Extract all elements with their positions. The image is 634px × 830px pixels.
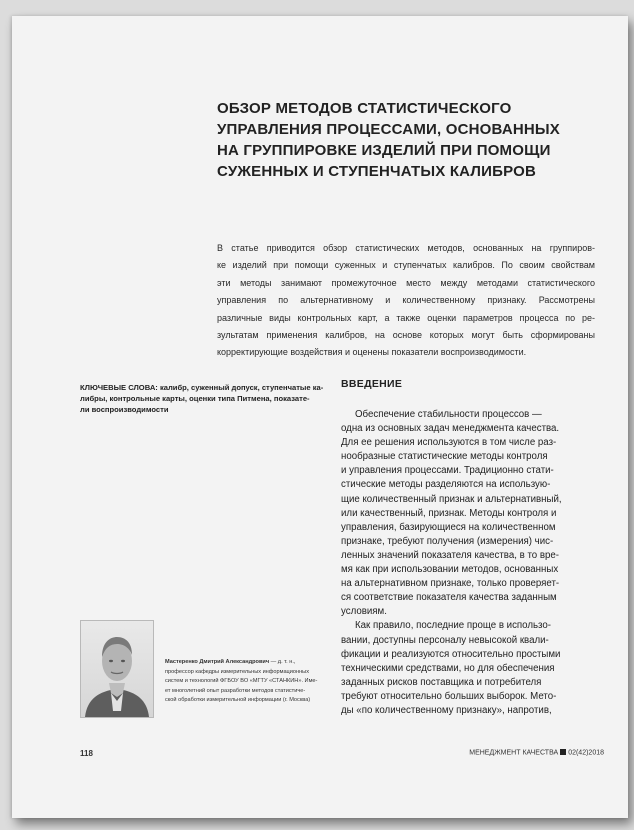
abstract-line: зультатам применения калибров, на основе которых могут быть сформированы — [217, 330, 595, 341]
article-abstract — [217, 240, 595, 362]
body-line: заданных рисков поставщика и потребителя — [341, 676, 542, 688]
body-line: управления, базирующиеся на количественном — [341, 521, 556, 533]
body-line: мя как при использовании методов, основанных — [341, 564, 559, 576]
introduction-text — [341, 408, 599, 718]
title-line: СУЖЕННЫХ И СТУПЕНЧАТЫХ КАЛИБРОВ — [217, 163, 536, 180]
square-separator-icon — [560, 749, 566, 755]
body-line: требуют относительно больших выборок. Мето- — [341, 690, 557, 702]
author-portrait-icon — [81, 621, 153, 717]
body-line: одна из основных задач менеджмента качества. — [341, 423, 560, 435]
body-line: стические методы разделяются на использую- — [341, 479, 551, 491]
abstract-line: эти методы занимают промежуточное место между методами статистического — [217, 277, 595, 288]
body-line: нообразные статистические методы контроля — [341, 451, 548, 463]
author-info — [165, 658, 325, 706]
abstract-line: корректирующие воздействия и оценены показатели воспроизводимости. — [217, 347, 527, 358]
abstract-line: В статье приводится обзор статистических методов, основанных на группиров- — [217, 243, 595, 253]
author-name: Мастеренко Дмитрий Александрович — [165, 659, 270, 665]
abstract-line: ке изделий при помощи суженных и ступенчатых калибров. По своим свойствам — [217, 260, 595, 271]
author-bio-line: ет многолетний опыт разработки методов статистиче- — [165, 687, 306, 694]
keywords-block — [80, 382, 325, 415]
body-line: фикации и реализуются относительно простыми — [341, 648, 561, 660]
body-line: на альтернативном признаке, только проверяет- — [341, 578, 560, 590]
body-line: условиям. — [341, 606, 387, 618]
page-number: 118 — [80, 749, 93, 758]
body-line: техническими средствами, но для обеспечения — [341, 662, 555, 674]
journal-name: МЕНЕДЖМЕНТ КАЧЕСТВА — [469, 749, 559, 757]
body-line: вании, доступны персоналу невысокой квали- — [341, 634, 549, 646]
author-bio-line: систем и технологий ФГБОУ ВО «МГТУ «СТАНКИН». Име- — [165, 678, 318, 685]
section-heading: ВВЕДЕНИЕ — [341, 378, 403, 390]
author-first-line — [165, 658, 325, 668]
body-line: признаке, требуют получения (измерения) чис- — [341, 535, 554, 547]
keywords-line: либры, контрольные карты, оценки типа Питмена, показате- — [80, 394, 310, 403]
author-bio-line: — д. т. н., — [270, 659, 296, 665]
author-bio-line: ской обработки измерительной информации (г. Москва) — [165, 697, 311, 704]
title-line: НА ГРУППИРОВКЕ ИЗДЕЛИЙ ПРИ ПОМОЩИ — [217, 142, 551, 159]
title-line: ОБЗОР МЕТОДОВ СТАТИСТИЧЕСКОГО — [217, 100, 512, 117]
journal-issue: 02(42)2018 — [568, 749, 604, 757]
title-line: УПРАВЛЕНИЯ ПРОЦЕССАМИ, ОСНОВАННЫХ — [217, 121, 561, 138]
author-photo — [80, 620, 154, 718]
body-line: щие количественный признак и альтернативный, — [341, 493, 562, 505]
body-line: Обеспечение стабильности процессов — — [355, 409, 542, 420]
journal-page — [12, 16, 628, 818]
keywords-line: КЛЮЧЕВЫЕ СЛОВА: калибр, суженный допуск, ступенчатые ка- — [80, 383, 324, 392]
keywords-line: ли воспроизводимости — [80, 405, 169, 414]
abstract-line: различные виды контрольных карт, а также оценки параметров процесса по ре- — [217, 312, 595, 323]
body-line: Как правило, последние проще в использо- — [355, 620, 551, 632]
author-bio-line: профессор кафедры измерительных информационных — [165, 668, 309, 675]
body-line: ся соответствие показателя качества заданным — [341, 592, 557, 604]
body-line: ленных значений показателя качества, в то вре- — [341, 549, 560, 561]
body-line: и управления процессами. Традиционно стати- — [341, 465, 554, 477]
article-title — [217, 98, 597, 182]
abstract-line: управления по альтернативному и количественному признаку. Рассмотрены — [217, 295, 595, 306]
journal-footer — [469, 749, 604, 757]
body-line: ды «по количественному признаку», напротив, — [341, 704, 552, 716]
body-line: или качественный, признак. Методы контроля и — [341, 507, 557, 519]
body-line: Для ее решения используются в том числе раз- — [341, 437, 557, 449]
